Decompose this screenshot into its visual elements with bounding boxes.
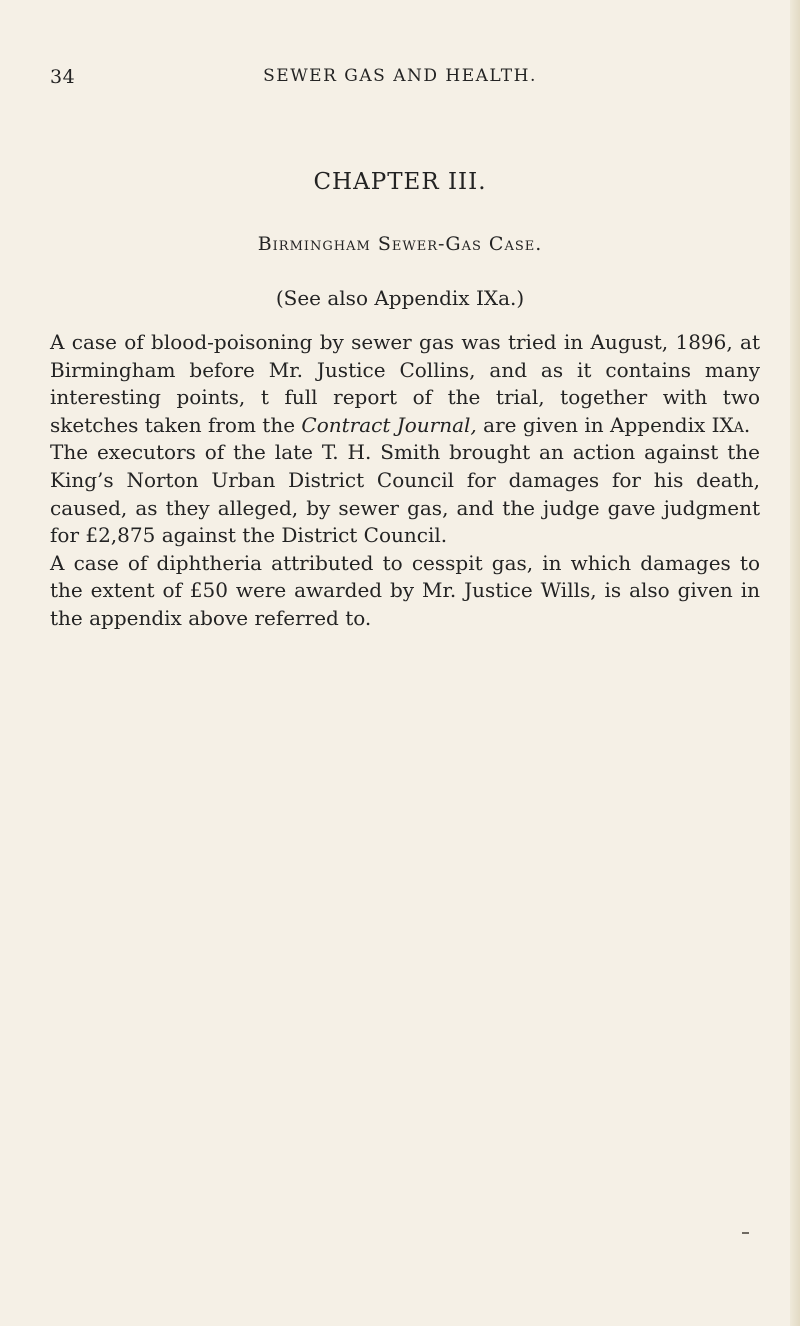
paragraph-1-text-e: .	[743, 412, 751, 437]
paragraph-1-text-c: are given in Appendix IX	[476, 412, 734, 437]
journal-title: Contract Journal,	[301, 412, 477, 437]
ink-mark	[742, 1232, 749, 1234]
chapter-note: (See also Appendix IXa.)	[275, 286, 525, 310]
chapter-subtitle: Birmingham Sewer-Gas Case.	[257, 233, 543, 255]
page-edge	[790, 0, 800, 1326]
paragraph-1-text-a: A case of blood-poisoning by sewer gas was tried in August, 1896, at Birmingham before Mr. Justice Collins, and as it contains many interesting points, t full report of the trial, together with two sketches taken from the	[50, 330, 760, 437]
running-head: SEWER GAS AND HEALTH.	[263, 66, 537, 86]
body-text	[50, 329, 760, 633]
chapter-title: CHAPTER III.	[313, 169, 487, 195]
paragraph-2: The executors of the late T. H. Smith brought an action against the King’s Norton Urban District Council for damages for his death, caused, as they alleged, by sewer gas, and the judge gave judgment for £2,875 against the District Council.	[50, 440, 760, 548]
paragraph-1	[50, 329, 760, 439]
page-number: 34	[50, 66, 76, 88]
paragraph-3: A case of diphtheria attributed to cesspit gas, in which damages to the extent of £50 were awarded by Mr. Justice Wills, is also given in the appendix above referred to.	[50, 550, 760, 630]
appendix-suffix: a	[733, 412, 744, 437]
